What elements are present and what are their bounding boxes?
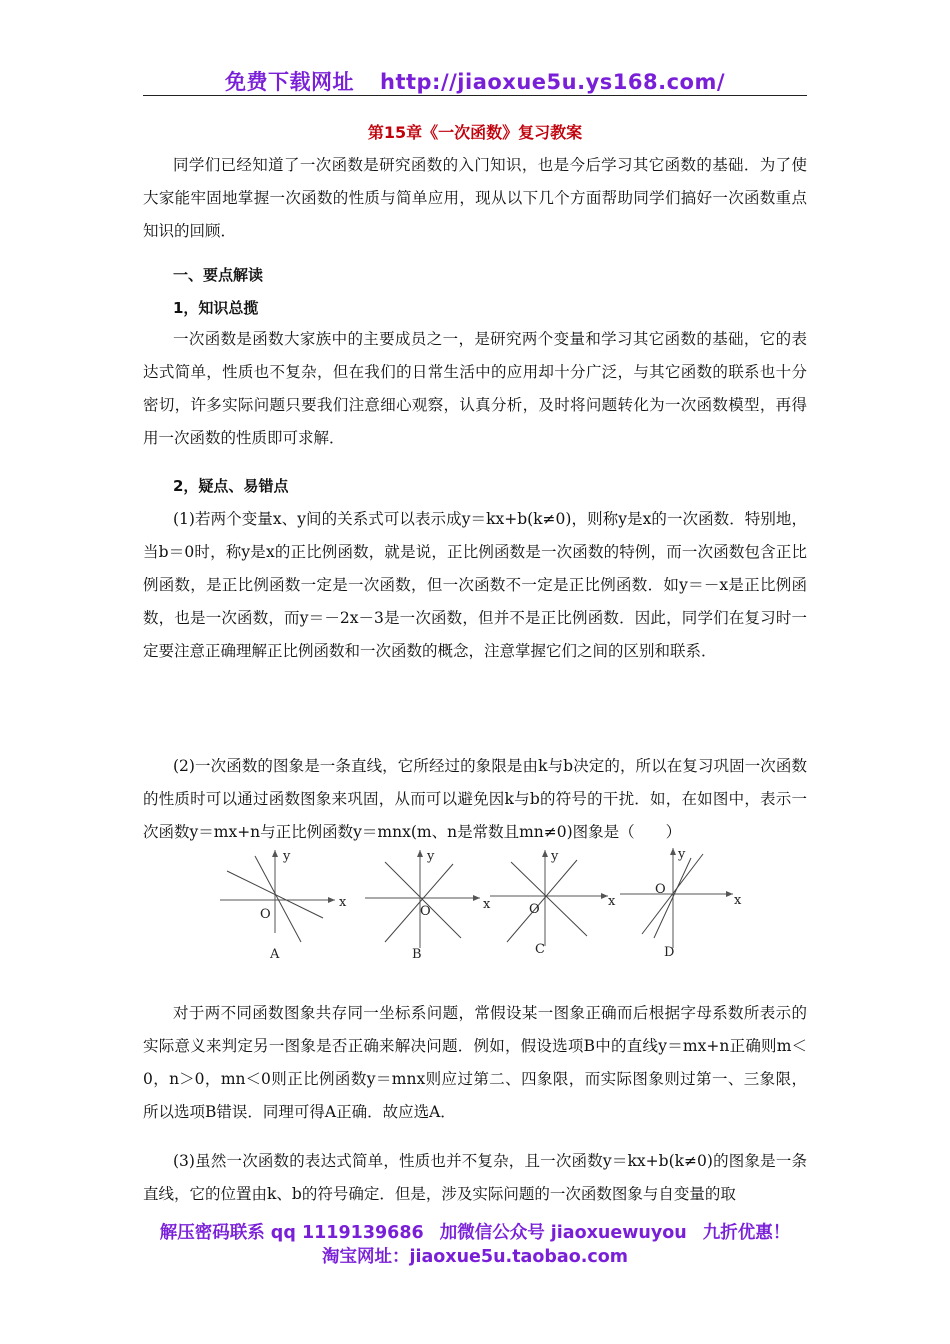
pitfall-paragraph-1: (1)若两个变量x、y间的关系式可以表示成y＝kx+b(k≠0)，则称y是x的一次函数．特别地，当b＝0时，称y是x的正比例函数，就是说，正比例函数是一次函数的特例，而一次函数包含正比例函数，是正比例函数一定是一次函数，但一次函数不一定是正比例函数．如y＝－x是正比例函数，也是一次函数，而y＝－2x－3是一次函数，但并不是正比例函数．因此，同学们在复习时一定要注意正确理解正比例函数和一次函数的概念，注意掌握它们之间的区别和联系． (143, 510, 807, 660)
option-label-c: C (535, 942, 545, 957)
page-title: 第15章《一次函数》复习教案 (367, 123, 583, 142)
function-graphs (215, 838, 775, 966)
option-figures (215, 838, 775, 970)
graph-c (490, 849, 616, 957)
subheading-pitfalls: 2，疑点、易错点 (173, 477, 289, 495)
origin-label-a: O (260, 907, 271, 922)
line-mx-plus-n-c (511, 862, 587, 936)
graph-d (620, 847, 742, 960)
axis-x-label-c: x (608, 894, 616, 909)
axis-y-label-b: y (427, 849, 435, 864)
origin-label-d: O (655, 882, 666, 897)
axis-y-label-c: y (551, 849, 559, 864)
line-mx-plus-n-b (385, 862, 461, 938)
footer-taobao-link[interactable]: 淘宝网址：jiaoxue5u.taobao.com (321, 1247, 629, 1267)
footer-qq: 解压密码联系 qq 1119139686 (159, 1223, 424, 1243)
overview-paragraph: 一次函数是函数大家族中的主要成员之一，是研究两个变量和学习其它函数的基础，它的表达式简单，性质也不复杂，但在我们的日常生活中的应用却十分广泛，与其它函数的联系也十分密切，许多实际问题只要我们注意细心观察，认真分析，及时将问题转化为一次函数模型，再得用一次函数的性质即可求解． (143, 330, 807, 447)
header-label: 免费下载网址 (225, 70, 354, 94)
header-banner (0, 66, 950, 96)
header-url-link[interactable]: http://jiaoxue5u.ys168.com/ (380, 70, 725, 94)
axis-x-label-d: x (734, 893, 742, 908)
line-mnx-a (255, 856, 301, 942)
axis-y-label-a: y (283, 849, 291, 864)
graph-b (365, 849, 491, 962)
axis-x-label-a: x (339, 895, 347, 910)
line-mnx-b (385, 864, 453, 942)
pitfall-paragraph-3: (3)虽然一次函数的表达式简单，性质也并不复杂，且一次函数y＝kx+b(k≠0)的图象是一条直线，它的位置由k、b的符号确定．但是，涉及实际问题的一次函数图象与自变量的取 (143, 1152, 807, 1203)
intro-paragraph: 同学们已经知道了一次函数是研究函数的入门知识，也是今后学习其它函数的基础．为了使大家能牢固地掌握一次函数的性质与简单应用，现从以下几个方面帮助同学们搞好一次函数重点知识的回顾． (143, 156, 807, 240)
origin-label-c: O (529, 902, 540, 917)
section-heading-key-points: 一、要点解读 (173, 266, 264, 284)
axis-x-label-b: x (483, 897, 491, 912)
axis-y-label-d: y (678, 847, 686, 862)
pitfall-paragraph-2: (2)一次函数的图象是一条直线，它所经过的象限是由k与b决定的，所以在复习巩固一次函数的性质时可以通过函数图象来巩固，从而可以避免因k与b的符号的干扰．如，在如图中，表示一次函数y＝mx+n与正比例函数y＝mnx(m、n是常数且mn≠0)图象是（ ） (143, 757, 807, 841)
footer-contact-line (0, 1219, 950, 1244)
origin-label-b: O (420, 904, 431, 919)
solution-paragraph: 对于两不同函数图象共存同一坐标系问题，常假设某一图象正确而后根据字母系数所表示的实际意义来判定另一图象是否正确来解决问题．例如，假设选项B中的直线y＝mx+n正确则m＜0，n＞0，mn＜0则正比例函数y＝mnx则应过第二、四象限，而实际图象则过第一、三象限，所以选项B错误．同理可得A正确．故应选A． (143, 1004, 807, 1121)
option-label-d: D (664, 945, 675, 960)
line-mnx-c (507, 860, 577, 942)
option-label-a: A (270, 947, 280, 962)
subheading-overview: 1，知识总揽 (173, 299, 259, 317)
footer-discount: 九折优惠！ (702, 1223, 791, 1243)
graph-a (220, 849, 347, 962)
footer-wechat: 加微信公众号 jiaoxuewuyou (439, 1223, 687, 1243)
header-divider (143, 95, 807, 96)
option-label-b: B (412, 947, 422, 962)
